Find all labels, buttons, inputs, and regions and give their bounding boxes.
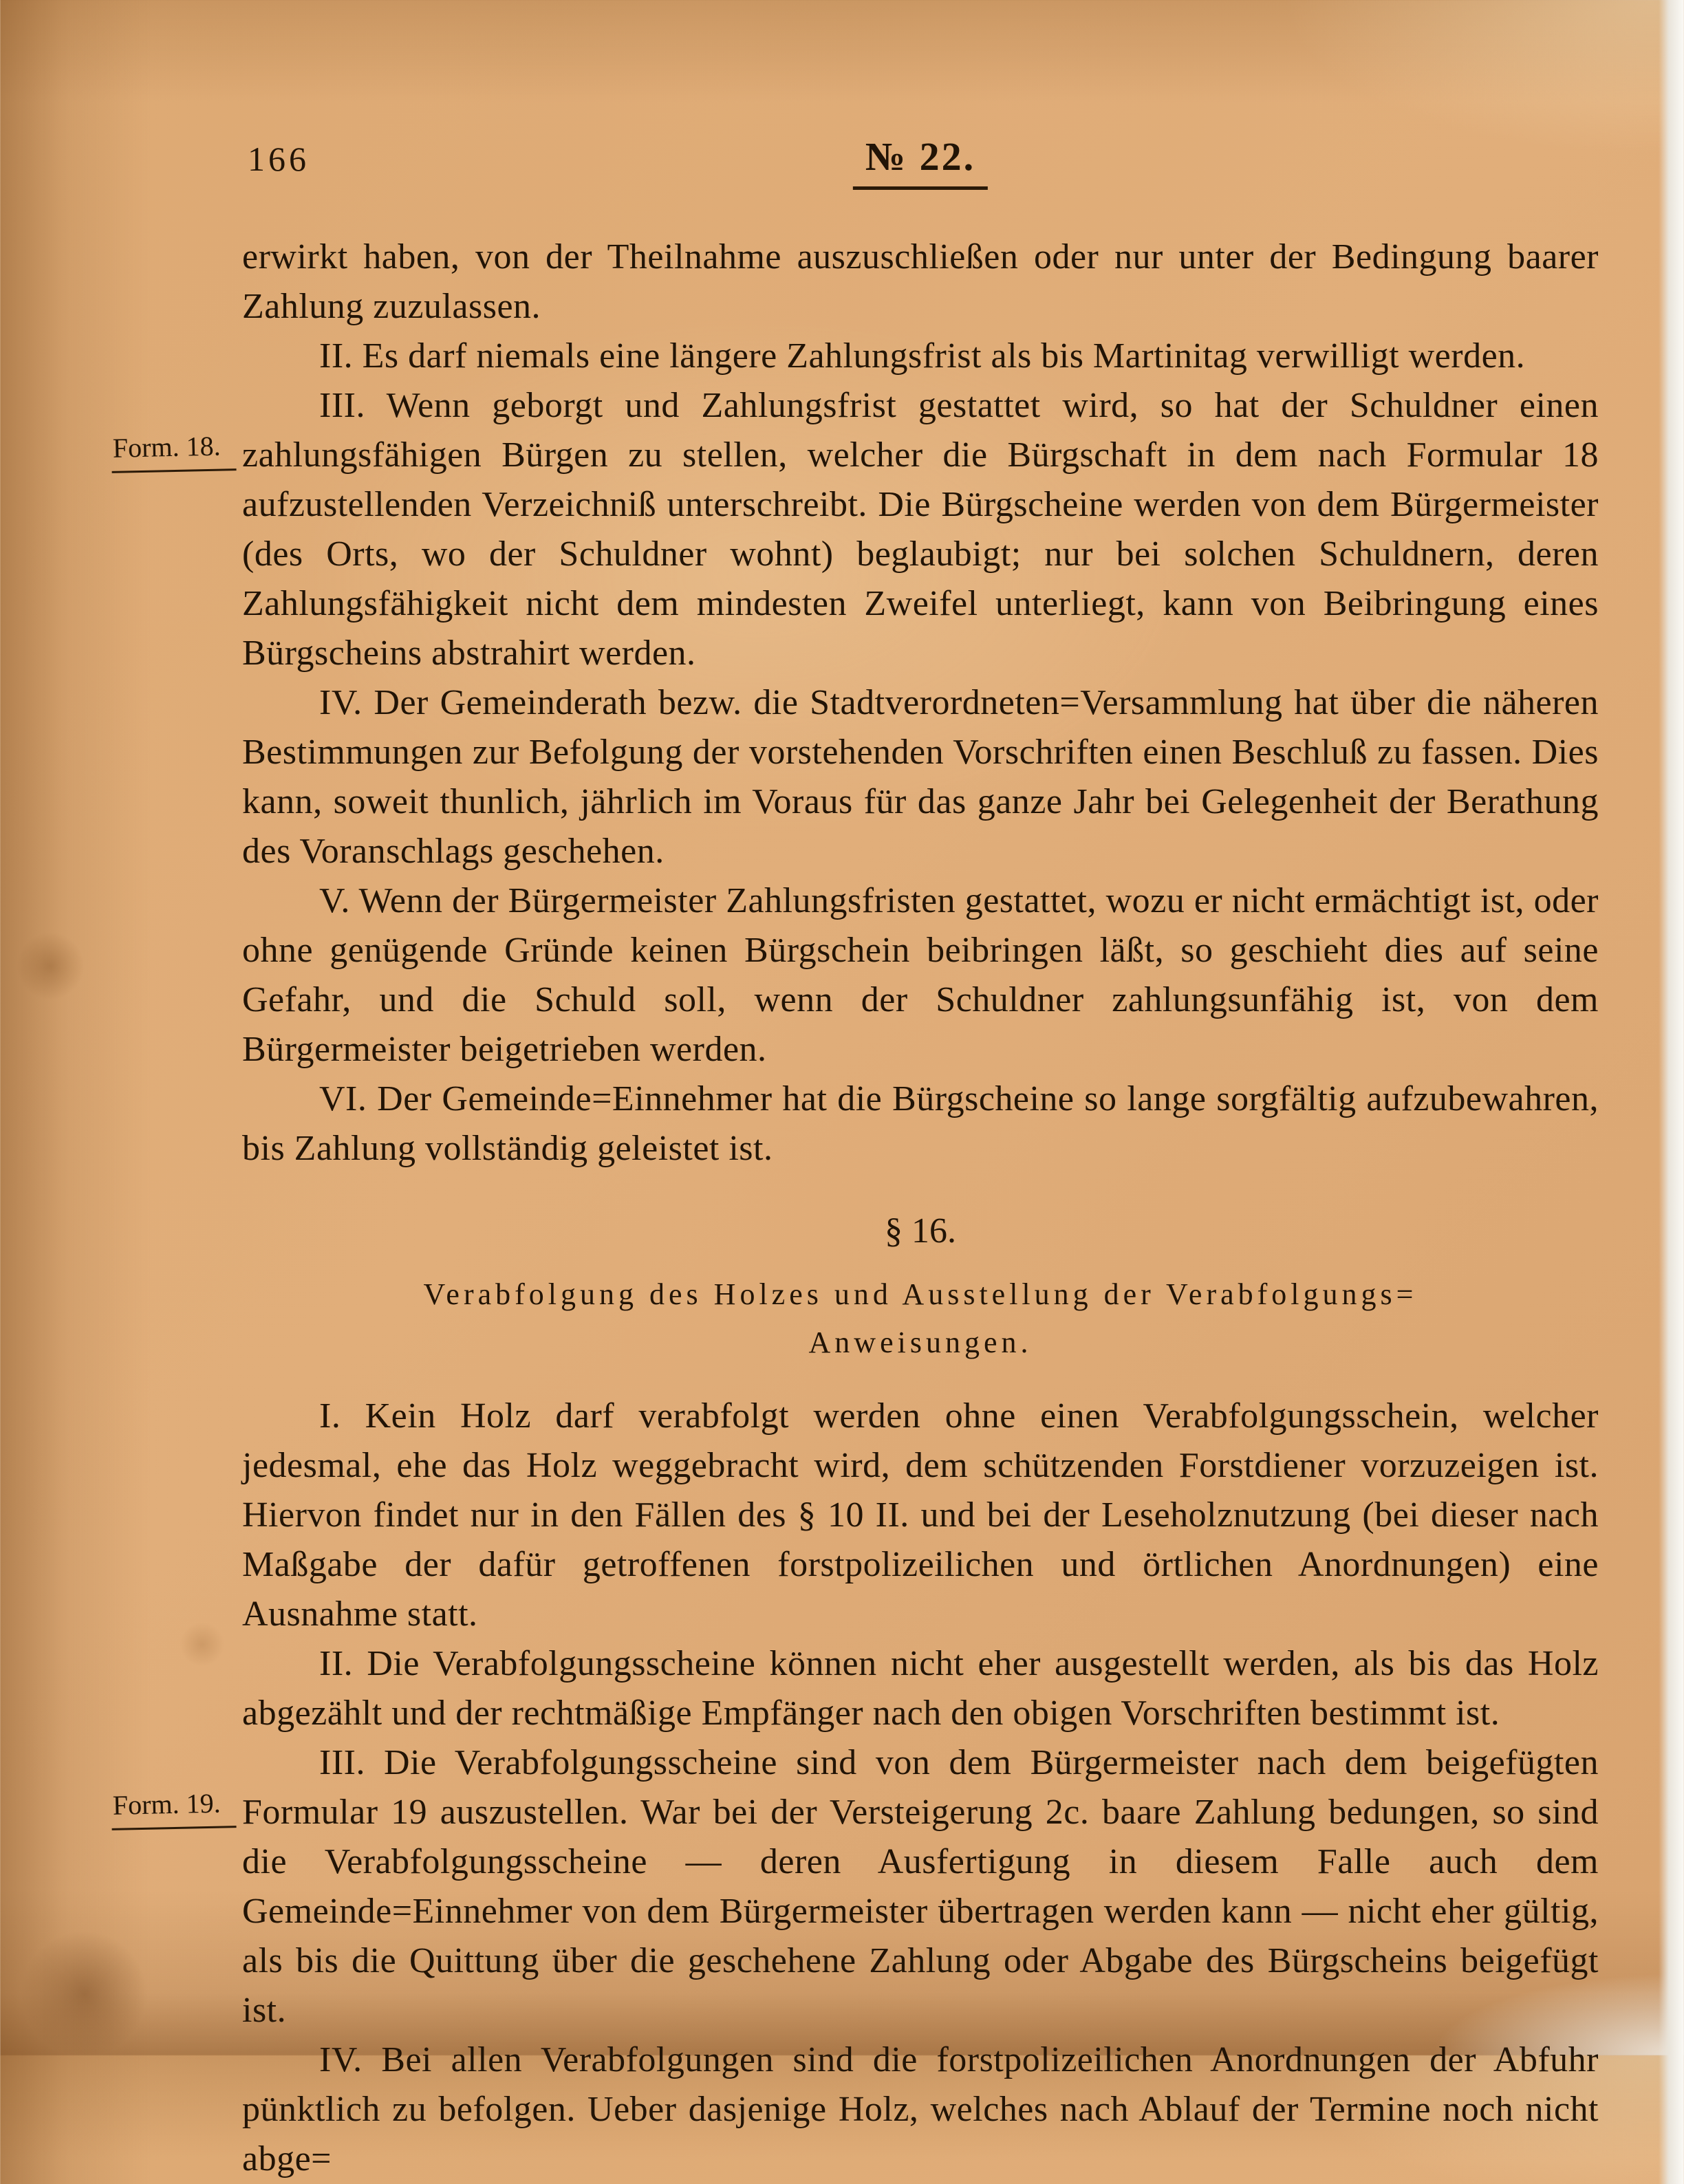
paragraph-continuation: erwirkt haben, von der Theilnahme auszuschließen oder nur unter der Bedingung baarer Zahlung zuzulassen. — [242, 237, 1599, 326]
paragraph-iii: III. Wenn geborgt und Zahlungsfrist gestattet wird, so hat der Schuldner einen zahlungsfähigen Bürgen zu stellen, welcher die Bürgschaft in dem nach Formular 18 aufzustellenden Verzeichniß unterschreibt. Die Bürgscheine werden von dem Bürgermeister (des Orts, wo der Schuldner wohnt) beglaubigt; nur bei solchen Schuldnern, deren Zahlungsfähigkeit nicht dem mindesten Zweifel unterliegt, kann von Beibringung eines Bürgscheins abstrahirt werden. — [242, 386, 1599, 673]
section-number: § 16. — [885, 1211, 956, 1251]
section-title-line-2: Anweisungen. — [808, 1326, 1033, 1359]
section-16-heading — [242, 1211, 1599, 1367]
section-title-line-1: Verabfolgung des Holzes und Ausstellung der Verabfolgungs= — [423, 1277, 1418, 1311]
paragraph-s2-iv: IV. Bei allen Verabfolgungen sind die forstpolizeilichen Anordnungen der Abfuhr pünktlich zu befolgen. Ueber dasjenige Holz, welches nach Ablauf der Termine noch nicht abge= — [242, 2040, 1599, 2178]
issue-number-heading: № 22. — [853, 133, 988, 190]
page-number: 166 — [248, 140, 310, 178]
paragraph-s2-ii: II. Die Verabfolgungsscheine können nicht eher ausgestellt werden, als bis das Holz abgezählt und der rechtmäßige Empfänger nach den obigen Vorschriften bestimmt ist. — [242, 1644, 1599, 1733]
paragraph-ii: II. Es darf niemals eine längere Zahlungsfrist als bis Martinitag verwilligt werden. — [319, 336, 1526, 376]
paragraph-s2-iii: III. Die Verabfolgungsscheine sind von dem Bürgermeister nach dem beigefügten Formular 19 auszustellen. War bei der Versteigerung 2c. baare Zahlung bedungen, so sind die Verabfolgungsscheine — deren Ausfertigung in diesem Falle auch dem Gemeinde=Einnehmer von dem Bürgermeister übertragen werden kann — nicht eher gültig, als bis die Quittung über die geschehene Zahlung oder Abgabe des Bürgscheins beigefügt ist. — [242, 1743, 1599, 2030]
margin-note-form-19: Form. 19. — [111, 1786, 236, 1830]
paragraph-v: V. Wenn der Bürgermeister Zahlungsfristen gestattet, wozu er nicht ermächtigt ist, oder ohne genügende Gründe keinen Bürgschein beibringen läßt, so geschieht dies auf seine Gefahr, und die Schuld soll, wenn der Schuldner zahlungsunfähig ist, von dem Bürgermeister beigetrieben werden. — [242, 881, 1599, 1069]
paragraph-s2-i: I. Kein Holz darf verabfolgt werden ohne einen Verabfolgungsschein, welcher jedesmal, ehe das Holz weggebracht wird, dem schützenden Forstdiener vorzuzeigen ist. Hiervon findet nur in den Fällen des § 10 II. und bei der Leseholznutzung (bei dieser nach Maßgabe der dafür getroffenen forstpolizeilichen und örtlichen Anordnungen) eine Ausnahme statt. — [242, 1396, 1599, 1634]
paragraph-vi: VI. Der Gemeinde=Einnehmer hat die Bürgscheine so lange sorgfältig aufzubewahren, bis Zahlung vollständig geleistet ist. — [242, 1079, 1599, 1168]
paragraph-s2-iii-wrap — [112, 1738, 1599, 2035]
paragraph-iv: IV. Der Gemeinderath bezw. die Stadtverordneten=Versammlung hat über die näheren Bestimmungen zur Befolgung der vorstehenden Vorschriften einen Beschluß zu fassen. Dies kann, soweit thunlich, jährlich im Voraus für das ganze Jahr bei Gelegenheit der Berathung des Voranschlags geschehen. — [242, 683, 1599, 871]
page-content — [112, 134, 1599, 2184]
paragraph-iii-wrap — [112, 381, 1599, 678]
margin-note-form-18: Form. 18. — [111, 429, 236, 473]
page-header — [242, 135, 1599, 209]
